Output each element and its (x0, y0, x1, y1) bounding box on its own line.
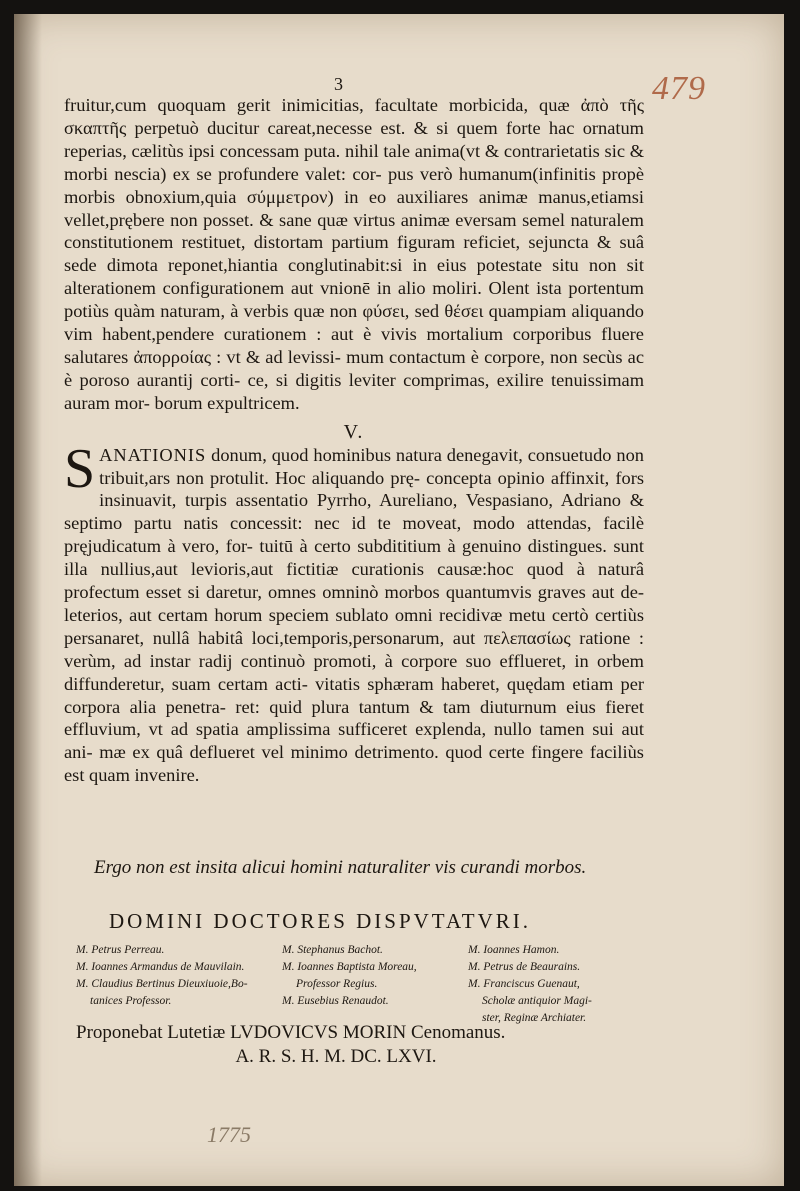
text-line: ret: quid plura tantum & tam diuturnum eius fieret effluvium, vt (64, 696, 644, 740)
text-line: concepta opinio affinxit, fors insinuavit, turpis assentatio Pyrrho, (99, 467, 644, 511)
text-line: fruitur,cum quoquam gerit inimicitias, facultate morbicida, quæ (64, 95, 570, 115)
doctor-name: M. Claudius Bertinus Dieuxiuoie,Bo- (76, 978, 248, 990)
text-line: dimota reponet,hiantia conglutinabit:si in eius potestate situ non (106, 255, 617, 276)
text-line: faciliùs est quam invenire. (64, 742, 644, 786)
text-line: pus verò humanum(infinitis propè morbis obnoxium,quia σύμμετρον) (64, 163, 644, 207)
doctor-name: M. Petrus Perreau. (76, 944, 165, 956)
text-line: donum, quod hominibus natura denegavit, (206, 444, 523, 465)
text-line: leterios, aut certam horum speciem sublato omni recidivæ metu (64, 604, 546, 625)
text-line: mum contactum è corpore, non secùs ac è poroso aurantij corti- (64, 346, 644, 390)
doctors-column-3 (468, 942, 654, 1027)
doctor-name: M. Ioannes Armandus de Mauvilain. (76, 961, 245, 973)
text-line: ornatum reperias, cælitùs ipsi concessam puta. nihil tale anima(vt (64, 117, 644, 161)
main-text (64, 94, 644, 787)
text-line: consuetudo non tribuit,ars non protulit. Hoc aliquando prę- (99, 444, 644, 488)
paragraph-2 (64, 437, 645, 788)
page-gutter-shadow (14, 14, 42, 1186)
drop-cap: S (64, 437, 96, 500)
doctor-name: M. Ioannes Hamon. (468, 944, 560, 956)
imprint-line-2: A. R. S. H. M. DC. LXVI. (235, 1046, 437, 1067)
doctor-name: Scholæ antiquior Magi- (482, 995, 592, 1007)
paragraph-1 (64, 94, 644, 415)
text-line: ad spatia amplissima sufficeret explenda, nullo tamen sui aut ani- (64, 719, 644, 763)
doctor-name: M. Ioannes Baptista Moreau, (282, 961, 417, 973)
text-line: vitatis sphæram haberet, quędam etiam per corpora alia penetra- (64, 673, 644, 717)
doctors-column-2 (282, 942, 468, 1027)
imprint-line-1: Proponebat Lutetiæ LVDOVICVS MORIN Cenomanus. (76, 1022, 506, 1043)
doctor-name: M. Eusebius Renaudot. (282, 995, 389, 1007)
text-line: certò certiùs persanaret, nullâ habitâ loci,temporis,personarum, (64, 604, 644, 648)
doctor-name: M. Petrus de Beaurains. (468, 961, 581, 973)
manuscript-folio-number: 479 (652, 70, 706, 107)
text-line: vivis mortalium corporibus fluere salutares ἀπορροίας : vt & ad levissi- (64, 324, 644, 367)
text-line: sane quæ virtus animæ eversam semel naturalem constitutionem (64, 209, 644, 253)
doctors-list (76, 942, 656, 1027)
imprint (76, 1021, 656, 1069)
text-line: θέσει quampiam aliquando vim habent,pendere curationem : aut è (64, 301, 644, 345)
doctors-heading: DOMINI DOCTORES DISPVTATVRI. (109, 909, 532, 933)
conclusion-thesis: Ergo non est insita alicui homini naturaliter vis curandi morbos. (94, 857, 587, 878)
text-line: esset si daretur, omnes omninò morbos quantumvis graves aut de- (145, 582, 644, 603)
doctor-name: M. Franciscus Guenaut, (468, 978, 580, 990)
text-line: restituet, distortam partium figuram reficiet, sejuncta & suâ sede (64, 232, 644, 276)
page-number: 3 (334, 74, 343, 94)
paragraph-lead-word: ANATIONIS (99, 444, 207, 465)
text-line: borum expultricem. (154, 392, 300, 413)
doctor-name: M. Stephanus Bachot. (282, 944, 383, 956)
text-line: tuitū à certo subdititium à genuino distingues. sunt illa nullius,aut (64, 536, 644, 580)
text-line: in eo auxiliares animæ manus,etiamsi vellet,prębere non posset. & (64, 186, 644, 230)
doctor-name: Professor Regius. (296, 978, 378, 990)
book-page (14, 14, 784, 1186)
text-line: ἀπὸ τῆς σκαπτῆς perpetuò ducitur careat,necesse est. & si quem forte hac (64, 95, 644, 138)
doctor-name: ster, Reginæ Archiater. (482, 1012, 587, 1024)
handwritten-note: 1775 (207, 1122, 251, 1147)
doctor-name: tanices Professor. (90, 995, 172, 1007)
text-line: aut πελεπασίως ratione : verùm, ad instar radij continuò promoti, à (64, 627, 645, 671)
section-number: V. (343, 420, 365, 443)
text-line: sit alterationem configurationem aut vnionē in alio moliri. Olent (64, 255, 644, 299)
doctors-column-1 (76, 942, 282, 1027)
text-line: Aureliano, Vespasiano, Adriano & septimo partu natis concessit: (64, 490, 644, 534)
text-line: mæ ex quâ deflueret vel minimo detrimento. quod certe fingere (99, 742, 584, 763)
text-line: nec id te moveat, modo attendas, facilè pręjudicatum à vero, for- (64, 513, 644, 557)
text-line: ce, si digitis leviter comprimas, exilire tenuissimam auram mor- (64, 369, 644, 413)
text-line: & contrarietatis sic & morbi nescia) ex se profundere valet: cor- (64, 140, 645, 184)
text-line: ista portentum potiùs quàm naturam, à verbis quæ non φύσει, sed (64, 278, 644, 322)
text-line: levioris,aut fictitiæ curationis causæ:hoc quod à naturâ profectum (64, 559, 644, 603)
text-line: corpore suo efflueret, in orbem diffunderetur, suam certam acti- (64, 650, 644, 694)
